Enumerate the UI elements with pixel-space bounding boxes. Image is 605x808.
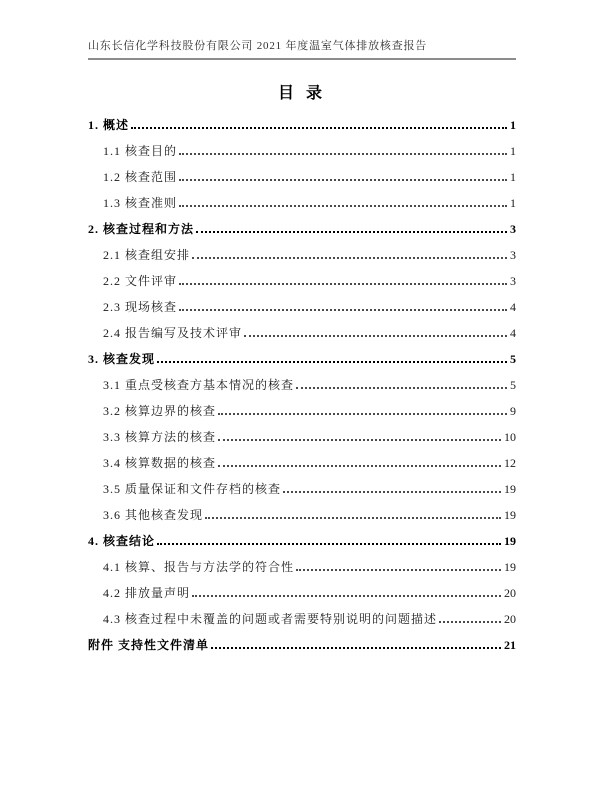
toc-entry-label: 3. 核查发现: [88, 352, 156, 366]
toc-dot-leader: [179, 153, 507, 155]
toc-row: [88, 144, 516, 158]
toc-row: [88, 586, 516, 600]
toc-entry-label: 3.4 核算数据的核查: [103, 456, 217, 470]
toc-page-number: 20: [504, 612, 516, 626]
toc-dot-leader: [218, 413, 507, 415]
toc-title: 目 录: [277, 85, 326, 102]
toc-dot-leader: [179, 205, 507, 207]
toc-page-number: 19: [504, 482, 516, 496]
toc-dot-leader: [439, 621, 501, 623]
toc-dot-leader: [283, 491, 501, 493]
toc-entry-label: 2.4 报告编写及技术评审: [103, 326, 243, 340]
toc-entry-label: 4. 核查结论: [88, 534, 156, 548]
toc-page-number: 9: [510, 404, 516, 418]
toc-dot-leader: [157, 543, 501, 545]
toc-page-number: 3: [510, 248, 516, 262]
toc-row: [88, 612, 516, 626]
toc-page-number: 10: [504, 430, 516, 444]
toc-page-number: 3: [510, 222, 516, 236]
toc-dot-leader: [192, 257, 507, 259]
toc-page-number: 1: [510, 144, 516, 158]
toc-row: [88, 118, 516, 132]
toc-dot-leader: [296, 569, 501, 571]
toc-dot-leader: [296, 387, 507, 389]
toc-row: [88, 560, 516, 574]
toc-page-number: 1: [510, 118, 516, 132]
toc-dot-leader: [205, 517, 501, 519]
toc-page-number: 1: [510, 196, 516, 210]
toc-row: [88, 248, 516, 262]
toc-row: [88, 352, 516, 366]
toc-dot-leader: [192, 595, 501, 597]
toc-row: [88, 638, 516, 652]
toc-dot-leader: [179, 179, 507, 181]
toc-page-number: 5: [510, 352, 516, 366]
toc-row: [88, 274, 516, 288]
toc-page-number: 20: [504, 586, 516, 600]
toc-row: [88, 508, 516, 522]
toc-row: [88, 300, 516, 314]
toc-page-number: 4: [510, 300, 516, 314]
toc-page-number: 19: [504, 560, 516, 574]
toc-dot-leader: [244, 335, 507, 337]
toc-row: [88, 196, 516, 210]
toc-entry-label: 3.6 其他核查发现: [103, 508, 204, 522]
toc-entry-label: 3.3 核算方法的核查: [103, 430, 217, 444]
toc-row: [88, 378, 516, 392]
running-header: 山东长信化学科技股份有限公司 2021 年度温室气体排放核查报告: [88, 37, 516, 60]
toc-entry-label: 2.3 现场核查: [103, 300, 178, 314]
toc-entry-label: 2.2 文件评审: [103, 274, 178, 288]
toc-page-number: 19: [504, 508, 516, 522]
toc-list: [88, 118, 516, 652]
toc-dot-leader: [196, 231, 507, 233]
toc-page-number: 1: [510, 170, 516, 184]
toc-row: [88, 534, 516, 548]
toc-entry-label: 1.1 核查目的: [103, 144, 178, 158]
toc-dot-leader: [211, 647, 501, 649]
toc-row: [88, 222, 516, 236]
toc-row: [88, 482, 516, 496]
toc-entry-label: 2. 核查过程和方法: [88, 222, 195, 236]
toc-row: [88, 430, 516, 444]
toc-row: [88, 404, 516, 418]
toc-entry-label: 3.2 核算边界的核查: [103, 404, 217, 418]
toc-row: [88, 170, 516, 184]
toc-entry-label: 2.1 核查组安排: [103, 248, 191, 262]
toc-entry-label: 4.3 核查过程中未覆盖的问题或者需要特别说明的问题描述: [103, 612, 438, 626]
toc-entry-label: 1.2 核查范围: [103, 170, 178, 184]
toc-dot-leader: [157, 361, 507, 363]
toc-page-number: 12: [504, 456, 516, 470]
toc-dot-leader: [218, 465, 501, 467]
toc-entry-label: 3.1 重点受核查方基本情况的核查: [103, 378, 295, 392]
toc-page-number: 3: [510, 274, 516, 288]
toc-entry-label: 1.3 核查准则: [103, 196, 178, 210]
toc-page-number: 5: [510, 378, 516, 392]
toc-entry-label: 3.5 质量保证和文件存档的核查: [103, 482, 282, 496]
toc-page-number: 21: [504, 638, 516, 652]
toc-dot-leader: [131, 127, 507, 129]
toc-entry-label: 4.1 核算、报告与方法学的符合性: [103, 560, 295, 574]
toc-dot-leader: [179, 309, 507, 311]
toc-entry-label: 4.2 排放量声明: [103, 586, 191, 600]
toc-row: [88, 456, 516, 470]
toc-row: [88, 326, 516, 340]
toc-page-number: 19: [504, 534, 516, 548]
toc-dot-leader: [179, 283, 507, 285]
toc-dot-leader: [218, 439, 501, 441]
toc-entry-label: 附件 支持性文件清单: [88, 638, 210, 652]
toc-entry-label: 1. 概述: [88, 118, 130, 132]
toc-page-number: 4: [510, 326, 516, 340]
